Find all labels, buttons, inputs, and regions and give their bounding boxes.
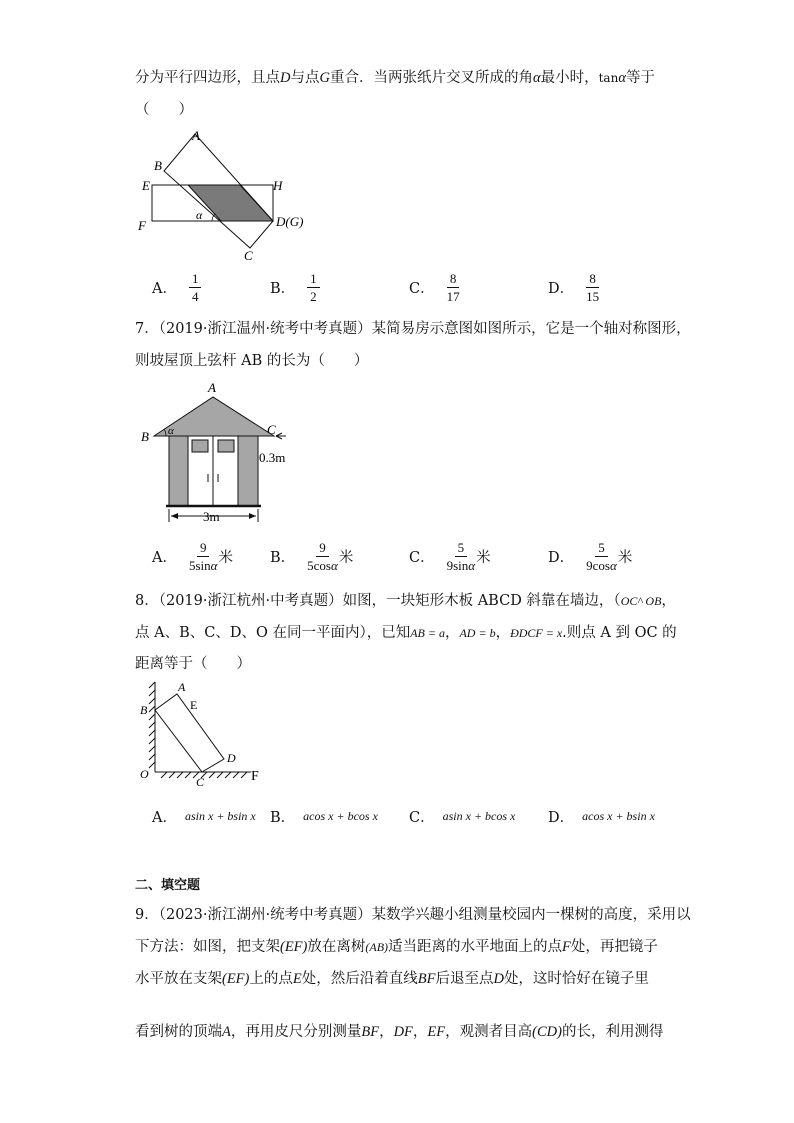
q7-option-a[interactable]: A． $\frac{9}{5\sin\alpha}$ 米: [152, 540, 233, 573]
q7-label-a: A: [208, 380, 216, 395]
q8-label-o: O: [140, 767, 149, 781]
q6-option-d[interactable]: D． $\frac{8}{15}$: [548, 271, 600, 304]
q6-label-alpha: α: [196, 208, 203, 222]
q7-figure: [136, 380, 296, 530]
q6-label-h: H: [273, 178, 283, 193]
q6-label-a: A: [192, 128, 200, 143]
q7-label-alpha: α: [168, 425, 174, 437]
q8-option-d[interactable]: D． acos x + bsin x: [548, 809, 655, 826]
q8-stem-line1: 8．（2019·浙江杭州·中考真题）如图，一块矩形木板 ABCD 斜靠在墙边，（OC^ OB，: [135, 593, 676, 609]
q6-label-e: E: [142, 178, 150, 193]
q6-option-b[interactable]: B． $\frac{1}{2}$: [270, 272, 320, 303]
q7-label-b: B: [141, 429, 149, 444]
q7-label-height: 0.3m: [259, 450, 286, 465]
q8-label-e: E: [190, 698, 198, 712]
q8-label-a: A: [178, 680, 186, 694]
q7-stem-line2: 则坡屋顶上弦杆 AB 的长为（ ）: [135, 353, 369, 369]
q6-figure: [130, 128, 320, 263]
q6-label-dg: D(G): [276, 214, 304, 229]
q8-label-b: B: [140, 703, 148, 717]
q9-stem-line3: 水平放在支架(EF)上的点E处，然后沿着直线BF后退至点D处，这时恰好在镜子里: [135, 971, 649, 987]
q7-option-b[interactable]: B． $\frac{9}{5\cos\alpha}$ 米: [270, 540, 354, 573]
q8-stem-line2: 点 A、B、C、D、O 在同一平面内），已知AB = a，AD = b，ÐDCF = x.则点 A 到 OC 的: [135, 625, 677, 641]
q7-stem-line1: 7．（2019·浙江温州·统考中考真题）某简易房示意图如图所示，它是一个轴对称图形，: [135, 321, 691, 337]
q8-figure: [136, 678, 271, 788]
q9-stem-line2: 下方法：如图，把支架(EF)放在离树(AB)适当距离的水平地面上的点F处，再把镜子: [135, 939, 658, 955]
q6-label-c: C: [244, 248, 253, 263]
q6-label-b: B: [154, 158, 162, 173]
q8-option-b[interactable]: B． acos x + bcos x: [270, 809, 378, 826]
q8-stem-line3: 距离等于（ ）: [135, 656, 251, 672]
q6-answer-paren: （ ）: [135, 102, 193, 118]
q9-stem-line1: 9．（2023·浙江湖州·统考中考真题）某数学兴趣小组测量校园内一棵树的高度，采用以: [135, 907, 691, 923]
q7-label-width: 3m: [203, 509, 220, 524]
q6-option-c[interactable]: C． $\frac{8}{17}$: [409, 271, 460, 304]
q8-option-a[interactable]: A． asin x + bsin x: [152, 809, 256, 826]
q8-label-c: C: [196, 775, 205, 788]
q6-stem-line1: 分为平行四边形，且点D与点G重合．当两张纸片交叉所成的角α最小时，tanα等于: [135, 70, 655, 86]
q6-label-f: F: [138, 218, 146, 233]
q7-option-d[interactable]: D． $\frac{5}{9\cos\alpha}$ 米: [548, 540, 633, 573]
section-heading-fill-blank: 二、填空题: [135, 878, 201, 893]
q9-stem-line4: 看到树的顶端A，再用皮尺分别测量BF，DF，EF，观测者目高(CD)的长，利用测得: [135, 1024, 664, 1040]
q8-label-d: D: [227, 751, 236, 765]
q8-option-c[interactable]: C． asin x + bcos x: [409, 809, 516, 826]
q6-option-a[interactable]: A． $\frac{1}{4}$: [152, 272, 201, 303]
q7-label-c: C: [267, 422, 276, 437]
q8-label-f: F: [251, 769, 259, 784]
q7-option-c[interactable]: C． $\frac{5}{9\sin\alpha}$ 米: [409, 540, 491, 573]
